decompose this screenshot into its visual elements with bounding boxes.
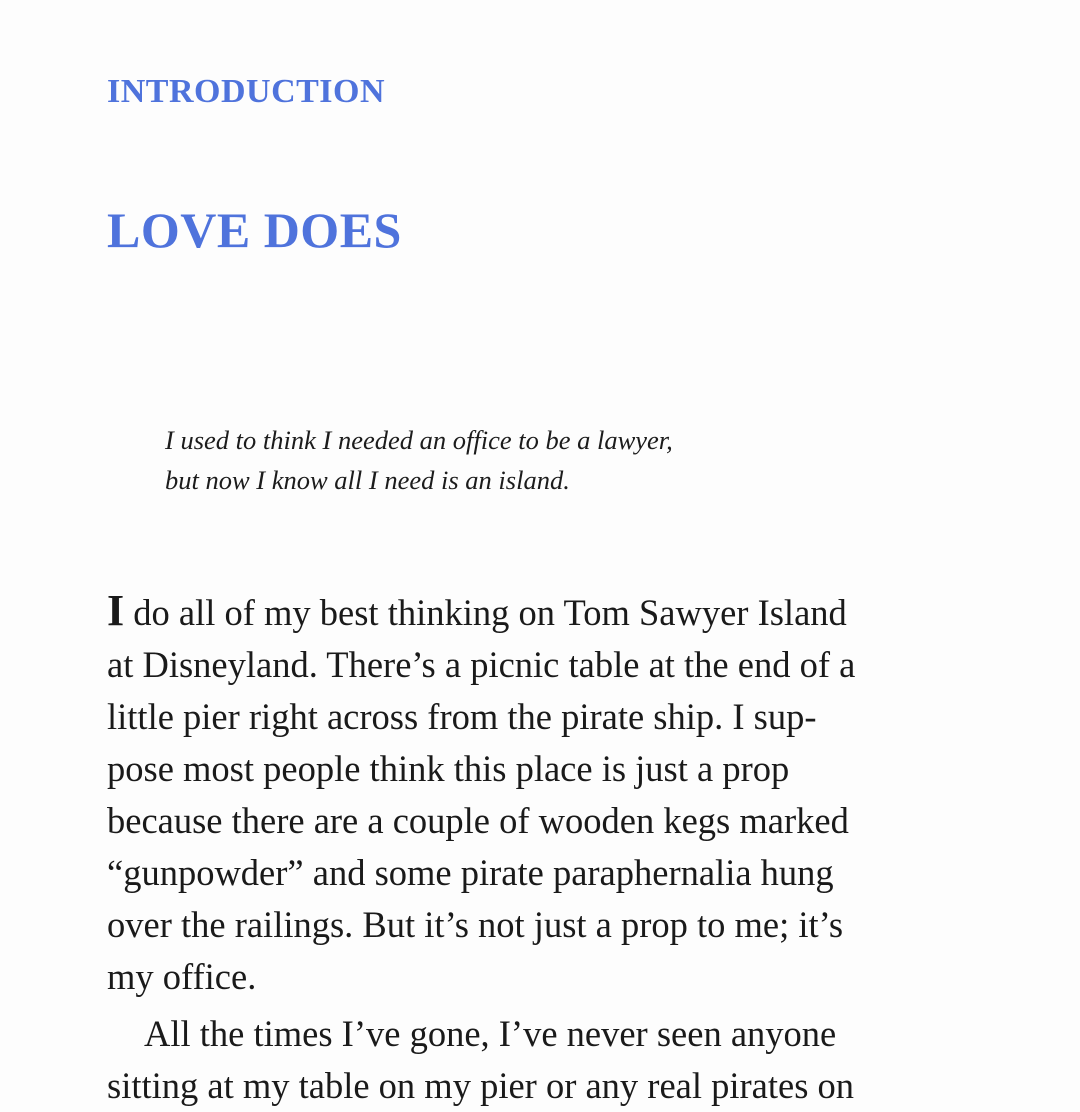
paragraph-line: little pier right across from the pirate ship. I sup-: [107, 696, 817, 737]
drop-cap: I: [107, 586, 125, 635]
paragraph-line-text: do all of my best thinking on Tom Sawyer Island: [124, 592, 847, 633]
chapter-title: LOVE DOES: [107, 202, 402, 258]
epigraph: [165, 420, 865, 500]
paragraph-line: at Disneyland. There’s a picnic table at the end of a: [107, 644, 856, 685]
paragraph-line: my office.: [107, 956, 257, 997]
section-label: INTRODUCTION: [107, 73, 386, 110]
paragraph-line: [107, 585, 987, 639]
paragraph-line: sitting at my table on my pier or any real pirates on: [107, 1065, 855, 1106]
epigraph-line: but now I know all I need is an island.: [165, 465, 570, 495]
epigraph-line: I used to think I needed an office to be a lawyer,: [165, 425, 673, 455]
body-paragraph-2: [107, 1008, 1007, 1112]
paragraph-line: “gunpowder” and some pirate paraphernalia hung: [107, 852, 834, 893]
body-paragraph-1: [107, 585, 987, 1003]
paragraph-line: over the railings. But it’s not just a prop to me; it’s: [107, 904, 844, 945]
paragraph-line: All the times I’ve gone, I’ve never seen anyone: [144, 1013, 837, 1054]
paragraph-line: because there are a couple of wooden kegs marked: [107, 800, 849, 841]
paragraph-line: pose most people think this place is just a prop: [107, 748, 790, 789]
